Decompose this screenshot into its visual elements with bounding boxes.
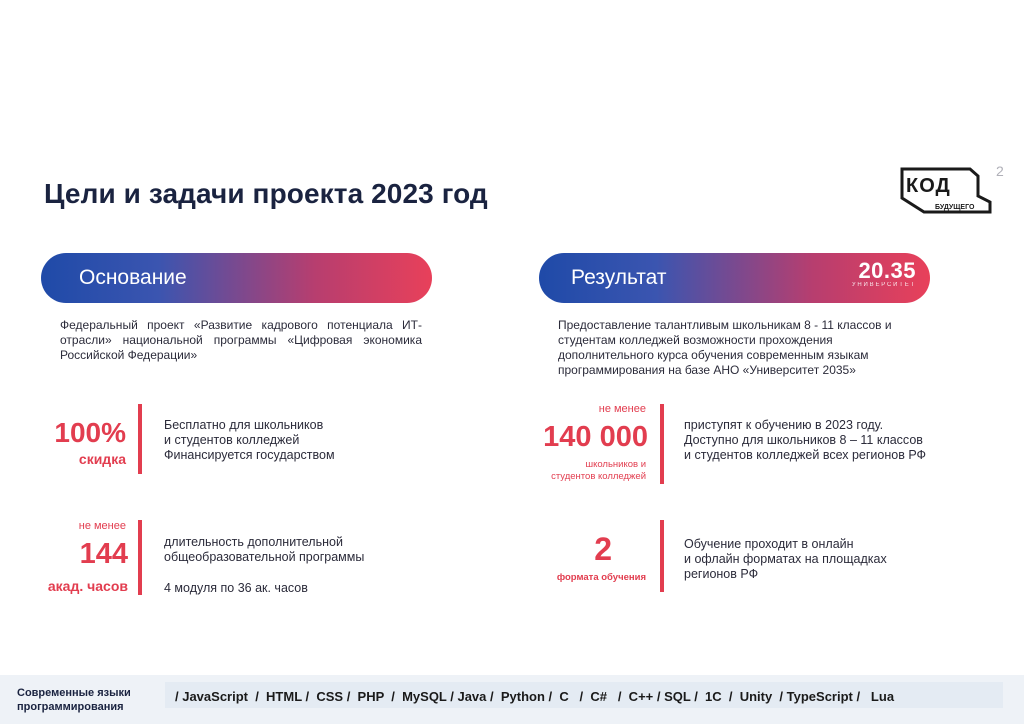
kod-budushchego-logo	[898, 166, 994, 214]
basis-header	[41, 253, 432, 303]
formats-label: формата обучения	[556, 572, 646, 583]
divider-bar	[660, 404, 664, 484]
formats-text-line: Обучение проходит в онлайн	[684, 537, 854, 551]
discount-value: 100%	[54, 417, 126, 448]
hours-text	[164, 535, 424, 565]
result-description-line: дополнительного курса обучения современным языкам	[558, 348, 869, 362]
result-description-line: Предоставление талантливым школьникам 8 - 11 классов и	[558, 318, 892, 332]
footer-title	[17, 686, 131, 714]
hours-label: акад. часов	[47, 578, 128, 594]
formats-text	[684, 537, 974, 582]
discount-label: скидка	[78, 451, 126, 467]
hours-text-line: общеобразовательной программы	[164, 550, 365, 564]
result-description-line: программирования на базе АНО «Университет 2035»	[558, 363, 856, 377]
basis-label: Основание	[79, 266, 187, 289]
formats-text-line: регионов РФ	[684, 567, 759, 581]
result-description-line: студентам колледжей возможности прохождения	[558, 333, 833, 347]
students-label-line: студентов колледжей	[551, 471, 646, 482]
hours-prefix: не менее	[78, 520, 126, 532]
discount-text-line: и студентов колледжей	[164, 433, 300, 447]
footer-title-line: Современные языки	[17, 687, 131, 699]
students-label	[520, 459, 646, 483]
students-text-line: и студентов колледжей всех регионов РФ	[684, 448, 927, 462]
divider-bar	[660, 520, 664, 592]
university-badge-number: 20.35	[858, 258, 916, 283]
hours-value: 144	[79, 538, 128, 570]
students-text-line: приступят к обучению в 2023 году.	[684, 418, 884, 432]
students-prefix: не менее	[598, 403, 646, 415]
students-text-line: Доступно для школьников 8 – 11 классов	[684, 433, 923, 447]
result-label: Результат	[571, 266, 667, 289]
students-text	[684, 418, 974, 463]
hours-text-line: длительность дополнительной	[164, 535, 343, 549]
formats-text-line: и офлайн форматах на площадках	[684, 552, 887, 566]
basis-description: Федеральный проект «Развитие кадрового потенциала ИТ- отрасли» национальной программы «Цифровая экономика Российской Федерации»	[60, 318, 422, 362]
students-label-line: школьников и	[585, 459, 646, 470]
formats-value: 2	[594, 531, 612, 567]
result-header	[539, 253, 930, 303]
result-description	[558, 318, 918, 378]
discount-text-line: Финансируется государством	[164, 448, 335, 462]
discount-text-line: Бесплатно для школьников	[164, 418, 324, 432]
page-title: Цели и задачи проекта 2023 год	[44, 178, 488, 209]
university-badge-text: УНИВЕРСИТЕТ	[851, 282, 916, 288]
hours-note: 4 модуля по 36 ак. часов	[164, 581, 308, 595]
logo-main-text: КОД	[906, 175, 951, 197]
divider-bar	[138, 404, 142, 474]
divider-bar	[138, 520, 142, 595]
languages-list: / JavaScript / HTML / CSS / PHP / MySQL / Java / Python / C / C# / C++ / SQL / 1C / Unity / TypeScript / Lua	[175, 689, 895, 704]
footer-title-line: программирования	[17, 701, 124, 713]
students-value: 140 000	[543, 421, 648, 453]
university-2035-badge	[852, 259, 916, 288]
discount-text	[164, 418, 424, 463]
logo-sub-text: БУДУЩЕГО	[935, 204, 975, 211]
page-number: 2	[996, 163, 1004, 179]
